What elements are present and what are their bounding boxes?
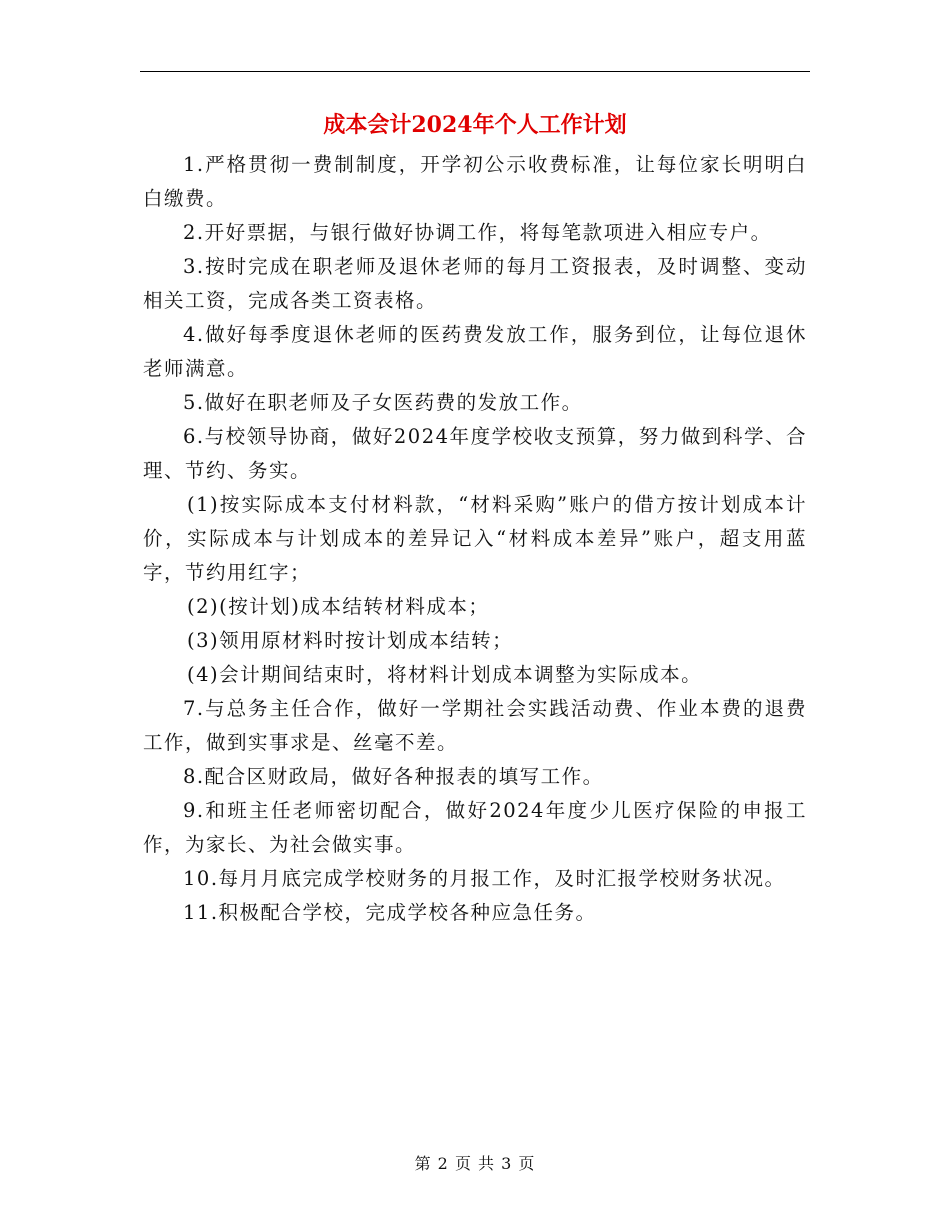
page-number-footer: 第 2 页 共 3 页: [414, 1154, 536, 1173]
paragraph-1: 1.严格贯彻一费制制度，开学初公示收费标准，让每位家长明明白白缴费。: [143, 153, 807, 210]
paragraph-10: 10.每月月底完成学校财务的月报工作，及时汇报学校财务状况。: [183, 867, 786, 890]
header-rule: [140, 71, 810, 72]
paragraph-11: 11.积极配合学校，完成学校各种应急任务。: [183, 901, 597, 924]
document-title: 成本会计2024年个人工作计划: [323, 112, 627, 138]
sub-item-3: (3)领用原材料时按计划成本结转；: [187, 629, 514, 652]
paragraph-6: 6.与校领导协商，做好2024年度学校收支预算，努力做到科学、合理、节约、务实。: [143, 425, 807, 482]
paragraph-3: 3.按时完成在职老师及退休老师的每月工资报表，及时调整、变动相关工资，完成各类工资表格。: [143, 255, 807, 312]
paragraph-2: 2.开好票据，与银行做好协调工作，将每笔款项进入相应专户。: [183, 221, 772, 244]
sub-item-1: (1)按实际成本支付材料款，“材料采购”账户的借方按计划成本计价，实际成本与计划成本的差异记入“材料成本差异”账户，超支用蓝字，节约用红字；: [143, 493, 807, 584]
document-body: [143, 148, 807, 930]
paragraph-9: 9.和班主任老师密切配合，做好2024年度少儿医疗保险的申报工作，为家长、为社会做实事。: [143, 799, 807, 856]
sub-item-4: (4)会计期间结束时，将材料计划成本调整为实际成本。: [187, 663, 703, 686]
sub-item-2: (2)(按计划)成本结转材料成本；: [187, 595, 490, 618]
paragraph-4: 4.做好每季度退休老师的医药费发放工作，服务到位，让每位退休老师满意。: [143, 323, 807, 380]
paragraph-8: 8.配合区财政局，做好各种报表的填写工作。: [183, 765, 604, 788]
paragraph-5: 5.做好在职老师及子女医药费的发放工作。: [183, 391, 583, 414]
paragraph-7: 7.与总务主任合作，做好一学期社会实践活动费、作业本费的退费工作，做到实事求是、丝毫不差。: [143, 697, 807, 754]
